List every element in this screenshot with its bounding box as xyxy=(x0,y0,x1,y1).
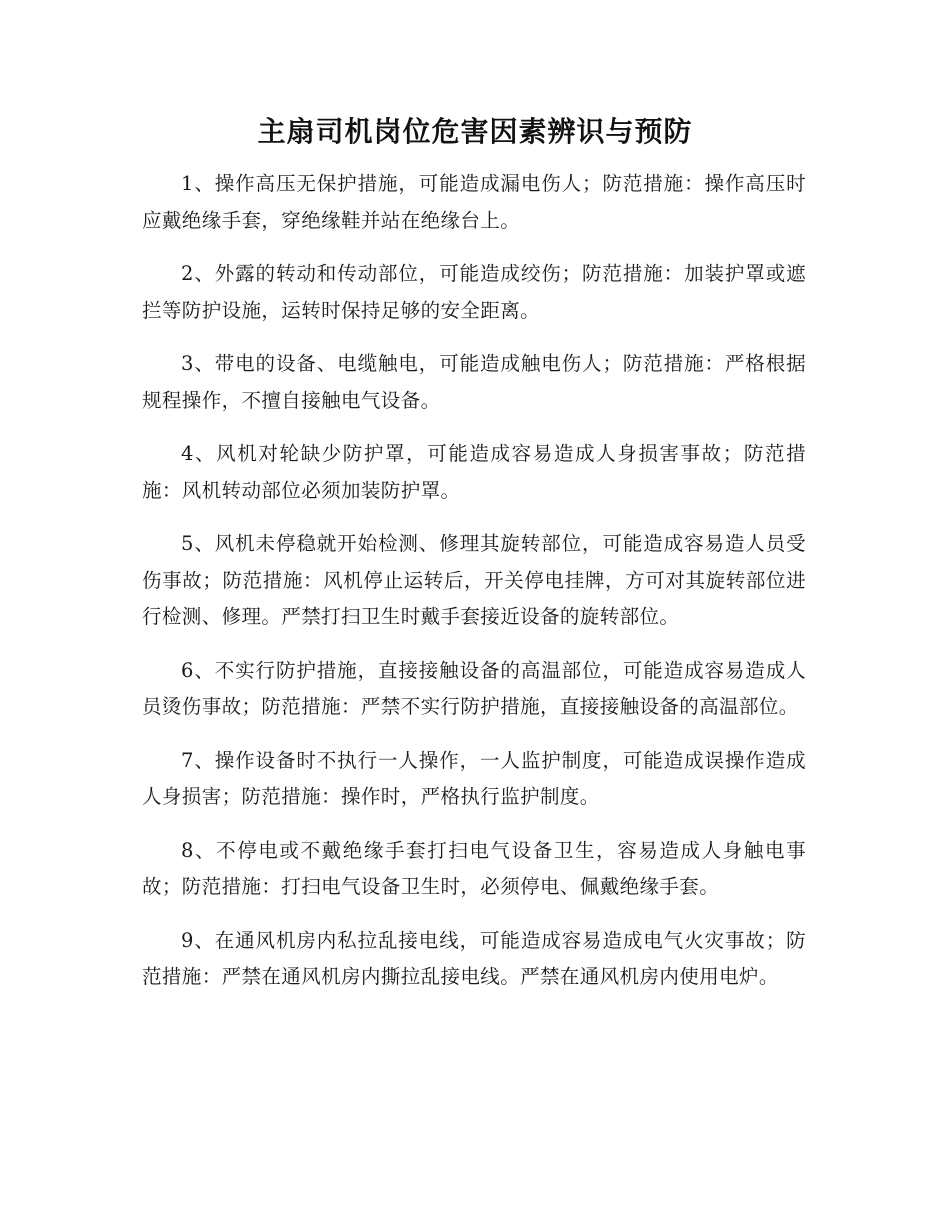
paragraph-6: 6、不实行防护措施，直接接触设备的高温部位，可能造成容易造成人员烫伤事故；防范措施：严禁不实行防护措施，直接接触设备的高温部位。 xyxy=(142,658,806,718)
paragraph-3: 3、带电的设备、电缆触电，可能造成触电伤人；防范措施：严格根据规程操作，不擅自接触电气设备。 xyxy=(142,352,806,412)
paragraph-5: 5、风机未停稳就开始检测、修理其旋转部位，可能造成容易造人员受伤事故；防范措施：风机停止运转后，开关停电挂牌，方可对其旋转部位进行检测、修理。严禁打扫卫生时戴手套接近设备的旋转部位。 xyxy=(142,532,806,628)
paragraph-2: 2、外露的转动和传动部位，可能造成绞伤；防范措施：加装护罩或遮拦等防护设施，运转时保持足够的安全距离。 xyxy=(142,262,806,322)
paragraph-7: 7、操作设备时不执行一人操作，一人监护制度，可能造成误操作造成人身损害；防范措施：操作时，严格执行监护制度。 xyxy=(142,748,806,808)
paragraph-8: 8、不停电或不戴绝缘手套打扫电气设备卫生，容易造成人身触电事故；防范措施：打扫电气设备卫生时，必须停电、佩戴绝缘手套。 xyxy=(142,838,806,898)
document-title: 主扇司机岗位危害因素辨识与预防 xyxy=(257,115,693,148)
paragraph-4: 4、风机对轮缺少防护罩，可能造成容易造成人身损害事故；防范措施：风机转动部位必须加装防护罩。 xyxy=(142,442,806,502)
paragraph-1: 1、操作高压无保护措施，可能造成漏电伤人；防范措施：操作高压时应戴绝缘手套，穿绝缘鞋并站在绝缘台上。 xyxy=(142,172,806,232)
document-body xyxy=(142,166,806,1013)
paragraph-9: 9、在通风机房内私拉乱接电线，可能造成容易造成电气火灾事故；防范措施：严禁在通风机房内撕拉乱接电线。严禁在通风机房内使用电炉。 xyxy=(142,928,806,988)
